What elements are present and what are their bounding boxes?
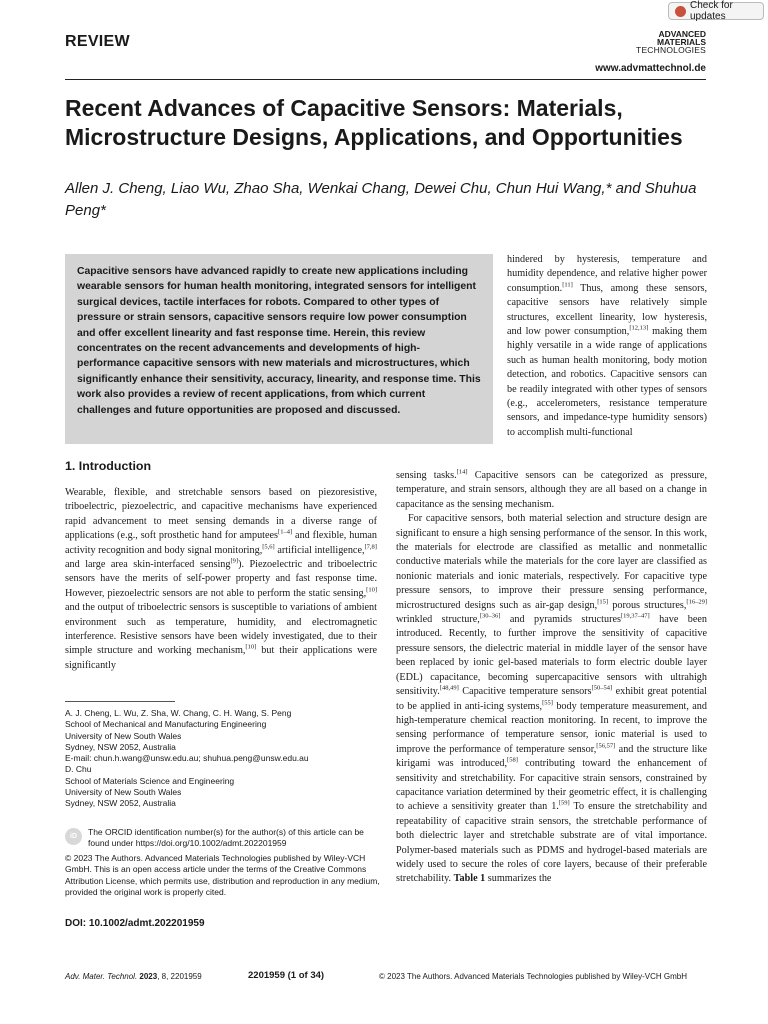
page-number: 2201959 (1 of 34) (248, 970, 325, 981)
affiliation-line: University of New South Wales (65, 787, 182, 798)
citation[interactable]: [50–54] (591, 684, 613, 692)
journal-citation: Adv. Mater. Technol. 2023, 8, 2201959 (65, 972, 202, 981)
footer-copyright: © 2023 The Authors. Advanced Materials Technologies published by Wiley-VCH GmbH (379, 972, 687, 981)
affiliation-line: Sydney, NSW 2052, Australia (65, 741, 176, 752)
affiliation-line: Sydney, NSW 2052, Australia (65, 798, 176, 809)
abstract-box: Capacitive sensors have advanced rapidly to create new applications including wearable sensors for human health monitoring, integrated sensors for intelligent surgical devices, tactile interfaces for robots. Compared to other types of pressure or strain sensors, capacitive sensors require low power consumption and offer excellent linearity and fast response time. Herein, this review concentrates on the recent advancements and developments of high-performance capacitive sensors with new materials and microstructures, which significantly enhance their sensitivity, accuracy, linearity, and response time. This work also provides a review of recent applications, from which current challenges and future opportunities are proposed and discussed. (65, 254, 493, 444)
doi-link[interactable]: DOI: 10.1002/admt.202201959 (65, 918, 205, 929)
license-note: © 2023 The Authors. Advanced Materials Technologies published by Wiley-VCH GmbH. This is an open access article under the terms of the Creative Commons Attribution License, which permits use, distribution and reproduction in any medium, provided the original work is properly cited. (65, 853, 380, 897)
header-divider (65, 79, 706, 80)
citation[interactable]: [55] (542, 699, 553, 707)
affiliation-line: University of New South Wales (65, 730, 182, 741)
citation[interactable]: [56,57] (596, 742, 616, 750)
author-list: Allen J. Cheng, Liao Wu, Zhao Sha, Wenkai Chang, Dewei Chu, Chun Hui Wang,* and Shuhua Peng* (65, 180, 697, 219)
footnote-divider (65, 701, 175, 702)
table-reference[interactable]: Table 1 (453, 873, 486, 885)
check-for-updates-button[interactable] (668, 2, 764, 20)
left-column-body (65, 486, 377, 673)
paragraph: For capacitive sensors, both material selection and structure design are significant to ensure a high sensing performance of the sensor. In this work, the materials for electrode are classified as metallic and nonmetallic conductive materials while the materials for the core layer are classified as nonionic materials and ionic materials, respectively. For capacitive type pressure sensors, to improve their pressure sensing performance, microstructured designs such as air-gap design,[15] porous structures,[16–29] wrinkled structure,[30–36] and pyramids structures[19,37–47] have been introduced. Recently, to further improve the sensitivity of capacitive pressure sensors, the dielectric material in middle layer of the sensor have been replaced by ionic gel-based materials to form electric double layer (EDL) capacitance, becoming supercapacitive sensors with ultrahigh sensitivity.[48,49] Capacitive temperature sensors[50–54] exhibit great potential to be applied in anti-icing systems,[55] body temperature measurement, and high-temperature chemical reaction monitoring. In recent, to improve the sensing performance of temperature sensor, ionic material is used to improve the performance of temperature sensor,[56,57] and the structure like kirigami was introduced,[58] contributing toward the enhancement of sensitivity and stretchability. For capacitive strain sensors, constrained by capacitance variation determined by their geometric effect, it is challenging to achieve a sensitivity greater than 1.[59] To ensure the stretchability and repeatability of capacitive strain sensors, the stretchable performance of both dielectric layer and stretchable substrate are of vital importance. Polymer-based materials such as PDMS and hydrogel-based materials are widely used to secure the roles of core layers, because of their preferable stretchability. Table 1 summarizes the (396, 513, 708, 885)
affiliation-line: School of Mechanical and Manufacturing Engineering (65, 719, 267, 730)
affiliation-line: School of Materials Science and Engineering (65, 775, 235, 786)
affiliation-line: A. J. Cheng, L. Wu, Z. Sha, W. Chang, C. H. Wang, S. Peng (65, 708, 292, 718)
citation[interactable]: [10] (245, 644, 257, 652)
citation[interactable]: [30–36] (479, 612, 501, 620)
citation[interactable]: [9] (230, 557, 239, 565)
citation[interactable]: [12,13] (629, 324, 649, 332)
citation[interactable]: [11] (562, 281, 573, 289)
paragraph: sensing tasks.[14] Capacitive sensors can be categorized as pressure, temperature, and strain sensors, although they are all based on a change in capacitance as the sensing mechanism. (396, 468, 708, 510)
right-column-top (507, 253, 707, 440)
email-line[interactable]: E-mail: chun.h.wang@unsw.edu.au; shuhua.peng@unsw.edu.au (65, 753, 309, 764)
crossmark-icon (675, 6, 686, 17)
paragraph: hindered by hysteresis, temperature and humidity dependence, and relative higher power consumption.[11] Thus, among these sensors, capacitive sensors have relatively simple structures, excellent linearity, low hysteresis, and low power consumption,[12,13] making them highly versatile in a wide range of applications such as human health monitoring, body motion detection, and robotics. Capacitive sensors can be readily integrated with other types of sensors (e.g., accelerometers, resistance temperature sensors, and impedance-type humidity sensors) to accomplish multi-functional (507, 254, 707, 438)
orcid-note (65, 827, 385, 850)
citation[interactable]: [59] (558, 799, 570, 807)
check-for-updates-label: Check for updates (690, 0, 733, 22)
article-title: Recent Advances of Capacitive Sensors: Materials, Microstructure Designs, Applications, and Opportunities (65, 95, 683, 150)
citation[interactable]: [5,6] (262, 543, 275, 551)
affiliation-line: D. Chu (65, 764, 92, 775)
orcid-icon: iD (65, 828, 82, 845)
citation[interactable]: [16–29] (686, 598, 707, 606)
citation[interactable]: [14] (456, 468, 468, 476)
right-column-body (396, 469, 707, 887)
journal-url[interactable]: www.advmattechnol.de (595, 63, 706, 74)
citation[interactable]: [15] (597, 598, 609, 606)
citation[interactable]: [48,49] (439, 684, 459, 692)
section-label: REVIEW (65, 33, 130, 50)
citation[interactable]: [10] (366, 586, 377, 594)
logo-line-3: TECHNOLOGIES (636, 45, 706, 55)
journal-logo (626, 30, 706, 54)
citation[interactable]: [7,8] (364, 543, 377, 551)
citation[interactable]: [1–4] (278, 528, 293, 536)
paragraph: Wearable, flexible, and stretchable sensors based on piezoresistive, triboelectric, piezoelectric, and capacitive mechanisms have experienced rapid advancement to meet sensing demands in a diverse range of applications (e.g., soft prosthetic hand for amputees[1–4] and flexible, human activity recognition and body signal monitoring,[5,6] artificial intelligence,[7,8] and large area skin-interfaced sensing[9]). Piezoelectric and triboelectric sensors have the merits of self-power property and fast response time. However, piezoelectric sensors are not able to perform the static sensing,[10] and the output of triboelectric sensors is susceptible to variations of ambient environment such as temperature, humidity, and electromagnetic interference. Resistive sensors have been widely investigated, due to their simple structure and working mechanism,[10] but their applications were significantly (65, 487, 377, 671)
citation[interactable]: [19,37–47] (620, 612, 650, 620)
orcid-text[interactable]: The ORCID identification number(s) for the author(s) of this article can be found under https://doi.org/10.1002/admt.202201959 (88, 827, 364, 849)
logo-line-1: ADVANCED (658, 29, 706, 39)
affiliations (65, 708, 385, 810)
logo-line-2: MATERIALS (657, 37, 706, 47)
citation[interactable]: [58] (507, 756, 518, 764)
section-heading-introduction: 1. Introduction (65, 459, 152, 473)
